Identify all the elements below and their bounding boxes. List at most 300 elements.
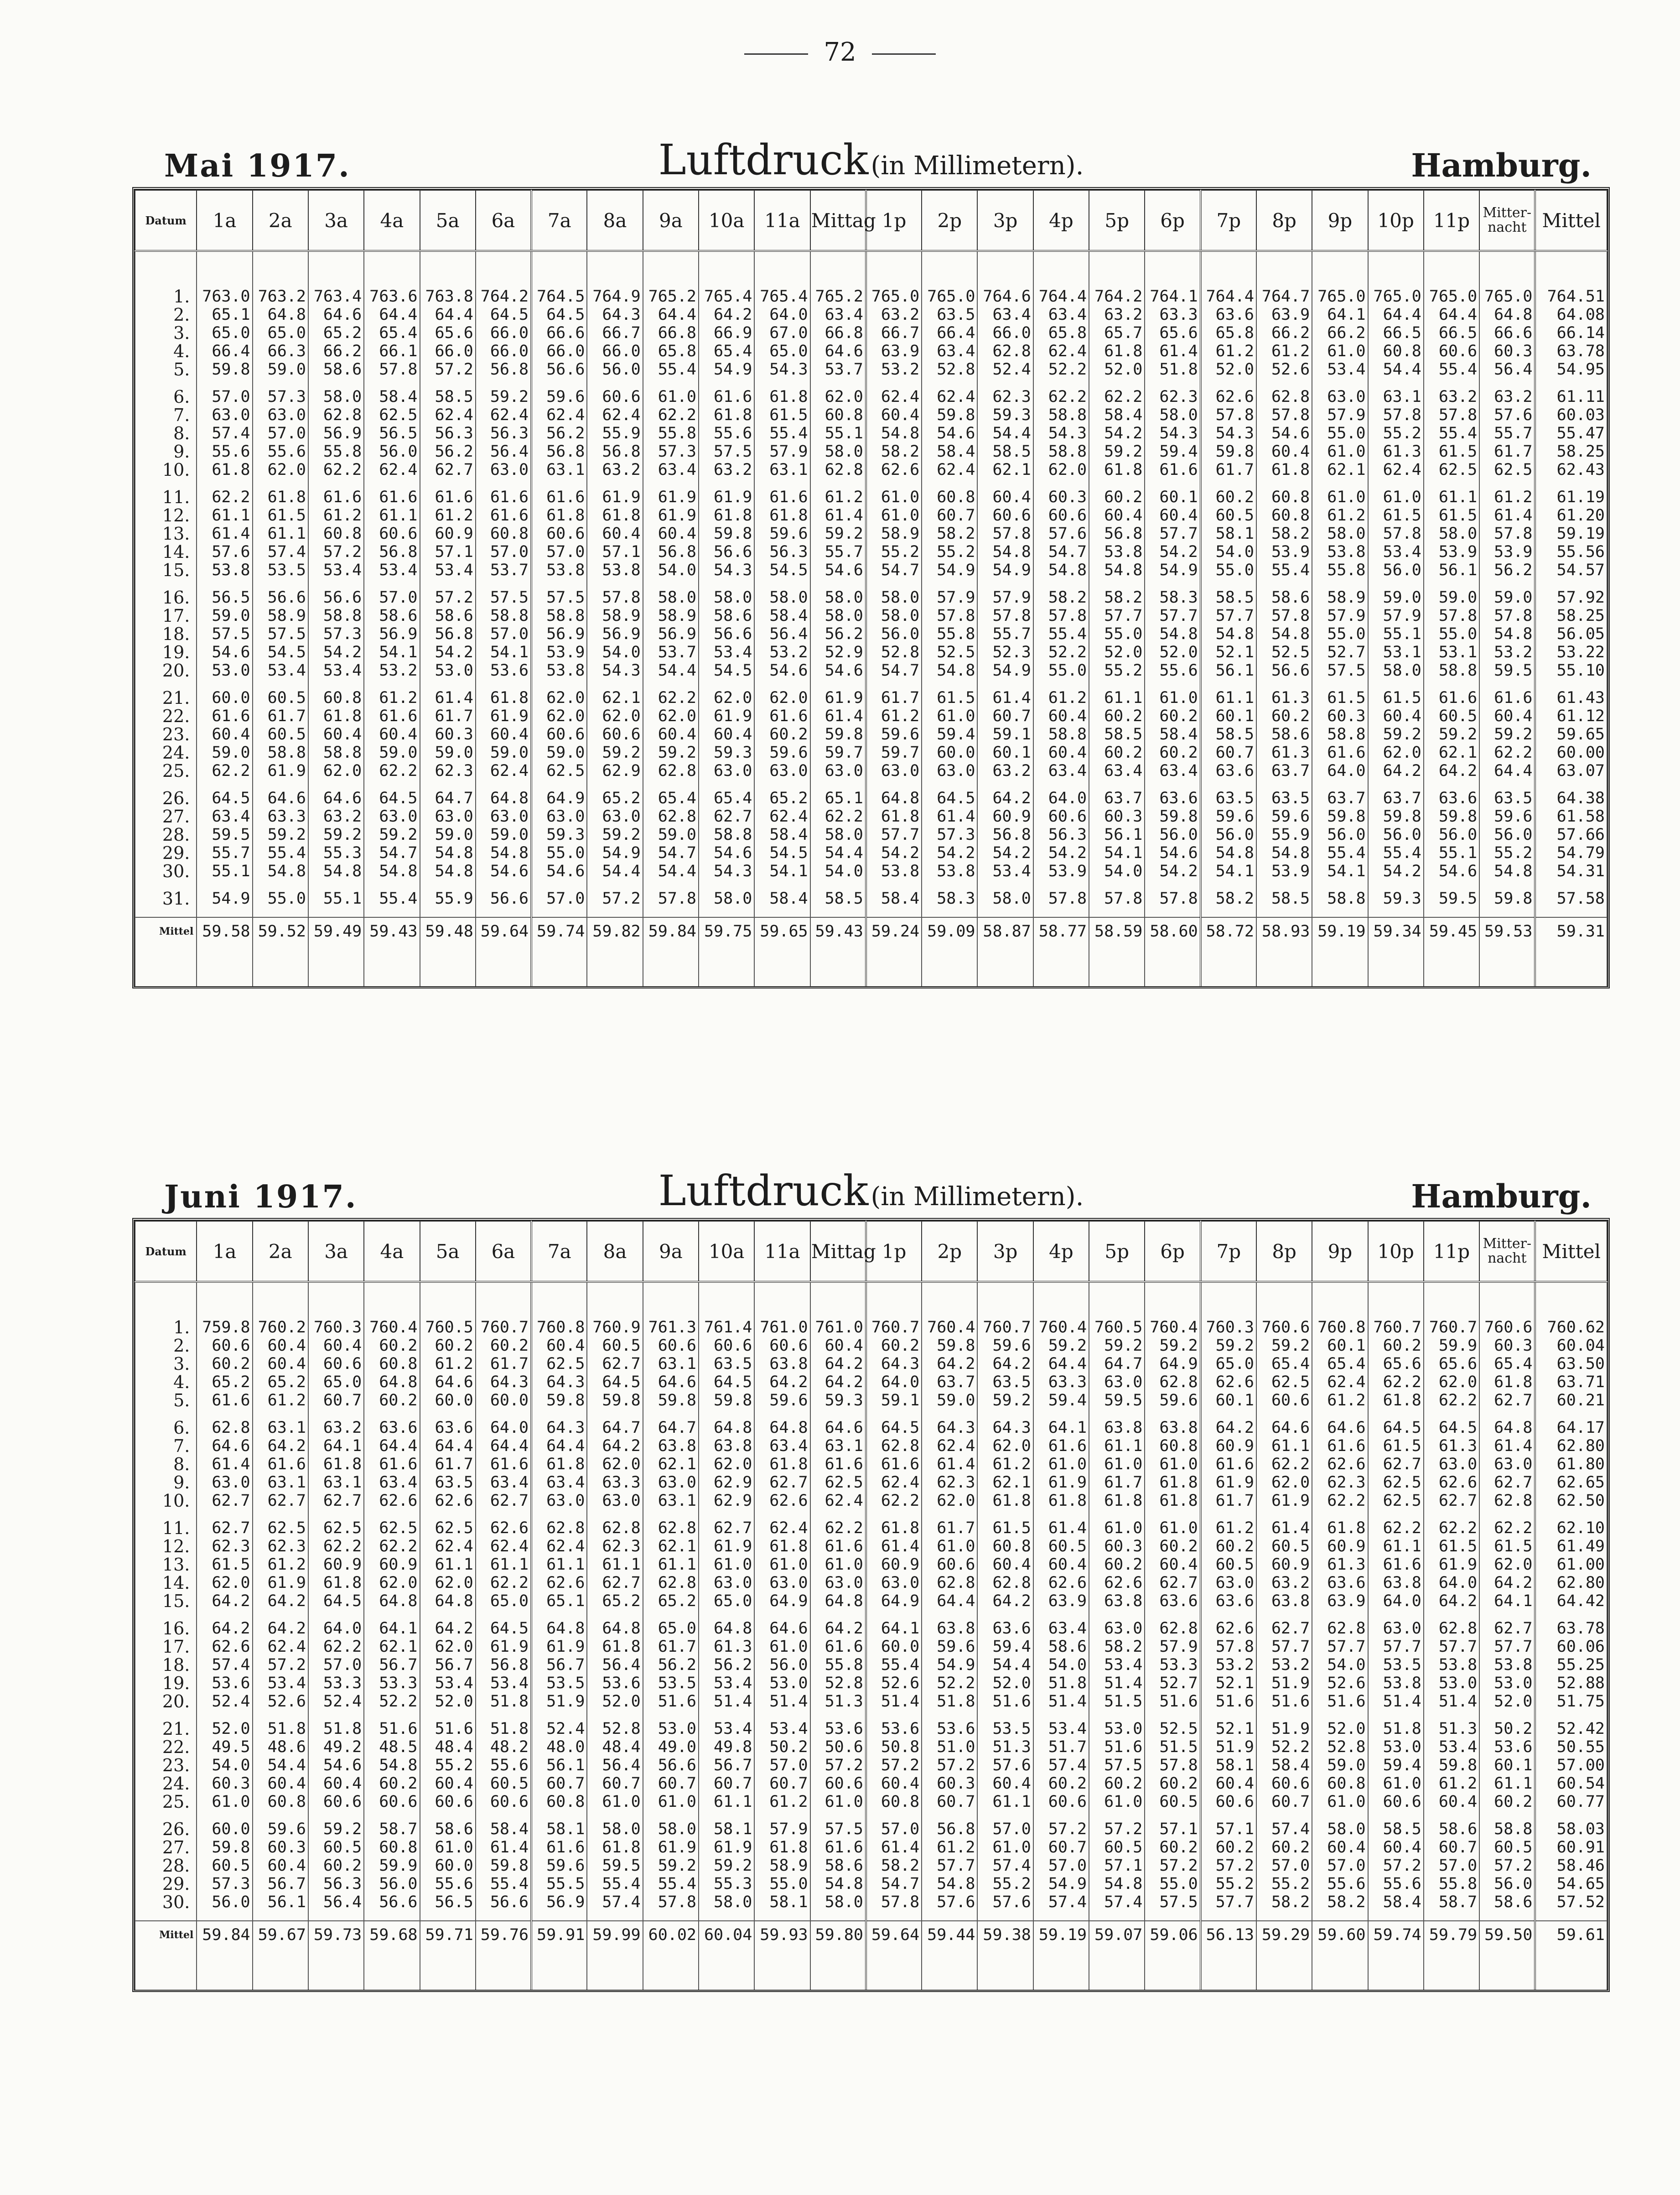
section-title-row [132, 137, 1610, 187]
value-cell: 62.4 [420, 406, 476, 424]
value-cell: 61.2 [1256, 342, 1312, 360]
value-cell: 63.0 [587, 807, 643, 826]
value-cell: 53.1 [1424, 643, 1479, 661]
value-cell: 62.2 [1256, 1455, 1312, 1473]
value-cell: 55.1 [810, 424, 866, 442]
value-cell: 63.4 [1033, 1619, 1089, 1638]
value-cell: 59.4 [1033, 1391, 1089, 1410]
value-cell: 58.8 [699, 826, 754, 844]
spacer-cell [1033, 1410, 1089, 1419]
value-cell: 56.6 [308, 588, 364, 607]
value-cell: 58.2 [1201, 889, 1256, 908]
value-cell: 53.9 [1256, 543, 1312, 561]
spacer-cell [810, 1949, 866, 1990]
value-cell: 61.9 [531, 1638, 587, 1656]
value-cell: 61.8 [308, 1574, 364, 1592]
spacer-cell [754, 1911, 810, 1921]
value-cell: 58.6 [1479, 1893, 1535, 1911]
value-cell: 60.4 [643, 525, 699, 543]
spacer-cell [1145, 780, 1200, 789]
spacer-cell [1089, 945, 1145, 986]
value-cell: 53.4 [1424, 1738, 1479, 1756]
value-cell: 59.7 [866, 744, 922, 762]
value-cell: 62.2 [643, 689, 699, 707]
value-cell: 61.6 [810, 1838, 866, 1857]
value-cell: 760.9 [587, 1318, 643, 1337]
value-cell: 56.0 [587, 360, 643, 379]
value-cell: 59.8 [531, 1391, 587, 1410]
spacer-cell [364, 1949, 420, 1990]
value-cell: 60.2 [1201, 1537, 1256, 1555]
value-cell: 64.1 [1479, 1592, 1535, 1610]
value-cell: 57.3 [197, 1875, 252, 1893]
value-cell: 63.5 [699, 1355, 754, 1373]
value-cell: 53.4 [1312, 360, 1368, 379]
value-cell: 62.8 [1479, 1492, 1535, 1510]
hourly-mean-cell: 60.04 [699, 1921, 754, 1949]
value-cell: 64.6 [810, 1419, 866, 1437]
title-main: Luftdruck [658, 1166, 869, 1215]
value-cell: 65.4 [1256, 1355, 1312, 1373]
value-cell: 55.4 [476, 1875, 531, 1893]
spacer-cell [643, 251, 699, 287]
value-cell: 61.9 [476, 707, 531, 725]
spacer-cell [531, 1911, 587, 1921]
daily-mean-cell: 57.92 [1535, 588, 1607, 607]
value-cell: 58.5 [977, 442, 1033, 461]
value-cell: 59.8 [1424, 1756, 1479, 1774]
value-cell: 63.6 [420, 1419, 476, 1437]
value-cell: 62.7 [308, 1492, 364, 1510]
value-cell: 57.3 [922, 826, 977, 844]
value-cell: 60.2 [1145, 744, 1200, 762]
value-cell: 53.9 [1033, 862, 1089, 880]
value-cell: 63.5 [1479, 789, 1535, 807]
value-cell: 57.0 [977, 1820, 1033, 1838]
value-cell: 64.2 [810, 1355, 866, 1373]
value-cell: 64.2 [1424, 762, 1479, 780]
value-cell: 56.9 [364, 625, 420, 643]
value-cell: 57.6 [197, 543, 252, 561]
table-row [135, 607, 1607, 625]
value-cell: 57.8 [1033, 889, 1089, 908]
spacer-cell [476, 1410, 531, 1419]
value-cell: 64.6 [308, 306, 364, 324]
value-cell: 66.8 [810, 324, 866, 342]
value-cell: 53.8 [866, 862, 922, 880]
table-row [135, 1592, 1607, 1610]
value-cell: 60.8 [866, 1793, 922, 1811]
spacer-cell [197, 945, 252, 986]
value-cell: 55.6 [1368, 1875, 1424, 1893]
value-cell: 52.6 [1256, 360, 1312, 379]
value-cell: 63.1 [308, 1473, 364, 1492]
value-cell: 55.4 [754, 424, 810, 442]
hourly-mean-cell: 59.50 [1479, 1921, 1535, 1949]
value-cell: 57.3 [643, 442, 699, 461]
value-cell: 51.3 [810, 1692, 866, 1711]
spacer-cell [1312, 1811, 1368, 1820]
value-cell: 54.8 [420, 844, 476, 862]
value-cell: 59.0 [1368, 588, 1424, 607]
day-cell: 12. [135, 506, 197, 525]
value-cell: 765.0 [1368, 287, 1424, 306]
table-title [132, 1166, 1610, 1215]
value-cell: 60.4 [253, 1857, 308, 1875]
header-hour-10p: 10p [1368, 190, 1424, 251]
spacer-cell [253, 579, 308, 588]
value-cell: 54.1 [364, 643, 420, 661]
value-cell: 62.4 [587, 406, 643, 424]
value-cell: 62.0 [364, 1574, 420, 1592]
value-cell: 63.7 [922, 1373, 977, 1391]
hourly-mean-cell: 59.34 [1368, 917, 1424, 945]
value-cell: 764.2 [1089, 287, 1145, 306]
daily-mean-cell: 54.95 [1535, 360, 1607, 379]
spacer-cell [922, 880, 977, 889]
table-row [135, 661, 1607, 680]
spacer-cell [364, 1711, 420, 1720]
value-cell: 60.7 [1201, 744, 1256, 762]
value-cell: 760.7 [977, 1318, 1033, 1337]
value-cell: 60.3 [420, 725, 476, 744]
value-cell: 59.6 [253, 1820, 308, 1838]
value-cell: 66.6 [1479, 324, 1535, 342]
spacer-cell [1368, 479, 1424, 488]
value-cell: 58.4 [364, 388, 420, 406]
value-cell: 62.5 [1424, 461, 1479, 479]
spacer-cell [364, 945, 420, 986]
spacer-cell [308, 1949, 364, 1990]
value-cell: 65.4 [1312, 1355, 1368, 1373]
day-cell: 17. [135, 1638, 197, 1656]
value-cell: 56.6 [531, 360, 587, 379]
value-cell: 760.8 [531, 1318, 587, 1337]
value-cell: 54.2 [922, 844, 977, 862]
hourly-mean-cell: 58.59 [1089, 917, 1145, 945]
spacer-cell [1256, 945, 1312, 986]
value-cell: 61.6 [699, 388, 754, 406]
hourly-mean-cell: 58.60 [1145, 917, 1200, 945]
spacer-cell [476, 579, 531, 588]
value-cell: 60.1 [977, 744, 1033, 762]
spacer-cell [531, 479, 587, 488]
value-cell: 53.1 [1368, 643, 1424, 661]
value-cell: 764.4 [1033, 287, 1089, 306]
hourly-mean-cell: 59.71 [420, 1921, 476, 1949]
value-cell: 64.4 [476, 1437, 531, 1455]
value-cell: 63.6 [1145, 789, 1200, 807]
value-cell: 59.2 [1033, 1337, 1089, 1355]
value-cell: 58.9 [253, 607, 308, 625]
spacer-cell [476, 680, 531, 689]
value-cell: 62.2 [1368, 1519, 1424, 1537]
value-cell: 60.4 [476, 725, 531, 744]
value-cell: 53.0 [643, 1720, 699, 1738]
spacer-cell [587, 579, 643, 588]
group-gap [135, 479, 1607, 488]
value-cell: 57.1 [1089, 1857, 1145, 1875]
value-cell: 64.4 [364, 1437, 420, 1455]
value-cell: 760.6 [1256, 1318, 1312, 1337]
daily-mean-cell: 56.05 [1535, 625, 1607, 643]
daily-mean-cell: 60.00 [1535, 744, 1607, 762]
value-cell: 60.4 [1145, 506, 1200, 525]
table-row [135, 1692, 1607, 1711]
value-cell: 54.8 [1256, 625, 1312, 643]
value-cell: 54.4 [810, 844, 866, 862]
value-cell: 61.8 [253, 488, 308, 506]
day-cell: 29. [135, 844, 197, 862]
daily-mean-cell: 62.50 [1535, 1492, 1607, 1510]
value-cell: 59.2 [1089, 442, 1145, 461]
value-cell: 58.5 [420, 388, 476, 406]
value-cell: 51.3 [977, 1738, 1033, 1756]
value-cell: 54.9 [197, 889, 252, 908]
value-cell: 764.1 [1145, 287, 1200, 306]
spacer-cell [1145, 680, 1200, 689]
value-cell: 60.7 [699, 1774, 754, 1793]
value-cell: 56.5 [420, 1893, 476, 1911]
value-cell: 56.7 [531, 1656, 587, 1674]
spacer-cell [810, 945, 866, 986]
value-cell: 60.5 [1424, 707, 1479, 725]
spacer-cell [587, 780, 643, 789]
value-cell: 61.2 [810, 488, 866, 506]
value-cell: 57.9 [1312, 406, 1368, 424]
value-cell: 58.8 [253, 744, 308, 762]
daily-mean-cell: 51.75 [1535, 1692, 1607, 1711]
value-cell: 58.3 [922, 889, 977, 908]
value-cell: 57.3 [253, 388, 308, 406]
value-cell: 53.8 [531, 561, 587, 579]
table-row [135, 1492, 1607, 1510]
value-cell: 64.3 [922, 1419, 977, 1437]
value-cell: 56.8 [364, 543, 420, 561]
value-cell: 53.6 [1479, 1738, 1535, 1756]
spacer-cell [420, 251, 476, 287]
value-cell: 64.5 [1368, 1419, 1424, 1437]
value-cell: 57.2 [1479, 1857, 1535, 1875]
value-cell: 64.5 [308, 1592, 364, 1610]
table-row [135, 1519, 1607, 1537]
day-cell: 24. [135, 744, 197, 762]
value-cell: 61.8 [1368, 1391, 1424, 1410]
value-cell: 63.5 [420, 1473, 476, 1492]
value-cell: 61.1 [364, 506, 420, 525]
spacer-cell [308, 1911, 364, 1921]
spacer-cell [364, 880, 420, 889]
table-row [135, 543, 1607, 561]
value-cell: 58.0 [977, 889, 1033, 908]
spacer-cell [1535, 479, 1607, 488]
spacer-cell [587, 1510, 643, 1519]
spacer-cell [643, 1911, 699, 1921]
day-cell: 28. [135, 826, 197, 844]
value-cell: 54.1 [754, 862, 810, 880]
value-cell: 56.8 [1089, 525, 1145, 543]
spacer-cell [977, 1282, 1033, 1318]
value-cell: 57.3 [308, 625, 364, 643]
value-cell: 62.7 [420, 461, 476, 479]
value-cell: 54.5 [754, 844, 810, 862]
spacer-cell [977, 479, 1033, 488]
header-hour-5p: 5p [1089, 190, 1145, 251]
spacer-cell [587, 479, 643, 488]
value-cell: 64.9 [1145, 1355, 1200, 1373]
spacer-cell [810, 479, 866, 488]
value-cell: 65.2 [253, 1373, 308, 1391]
value-cell: 55.4 [866, 1656, 922, 1674]
spacer-cell [1089, 908, 1145, 917]
spacer-cell [922, 1811, 977, 1820]
spacer-cell [643, 908, 699, 917]
value-cell: 53.2 [1479, 643, 1535, 661]
value-cell: 63.0 [587, 1492, 643, 1510]
value-cell: 62.5 [364, 406, 420, 424]
value-cell: 763.6 [364, 287, 420, 306]
value-cell: 62.7 [1479, 1619, 1535, 1638]
value-cell: 54.8 [922, 661, 977, 680]
value-cell: 63.1 [253, 1473, 308, 1492]
value-cell: 59.8 [699, 525, 754, 543]
value-cell: 62.2 [1368, 1373, 1424, 1391]
value-cell: 61.6 [1201, 1455, 1256, 1473]
value-cell: 49.0 [643, 1738, 699, 1756]
value-cell: 57.7 [1256, 1638, 1312, 1656]
value-cell: 54.8 [1089, 561, 1145, 579]
value-cell: 57.5 [197, 625, 252, 643]
value-cell: 765.0 [922, 287, 977, 306]
value-cell: 56.0 [754, 1656, 810, 1674]
value-cell: 63.2 [1424, 388, 1479, 406]
value-cell: 61.1 [587, 1555, 643, 1574]
value-cell: 57.8 [1368, 525, 1424, 543]
value-cell: 61.2 [866, 707, 922, 725]
value-cell: 52.1 [1201, 1674, 1256, 1692]
table-row [135, 1838, 1607, 1857]
value-cell: 53.0 [197, 661, 252, 680]
value-cell: 58.5 [1368, 1820, 1424, 1838]
table-row [135, 789, 1607, 807]
value-cell: 54.3 [587, 661, 643, 680]
value-cell: 57.8 [1201, 406, 1256, 424]
value-cell: 58.8 [1312, 889, 1368, 908]
spacer-cell [308, 1510, 364, 1519]
value-cell: 62.4 [1368, 461, 1424, 479]
value-cell: 55.3 [699, 1875, 754, 1893]
value-cell: 62.3 [977, 388, 1033, 406]
hourly-mean-cell: 59.84 [197, 1921, 252, 1949]
value-cell: 64.2 [197, 1619, 252, 1638]
value-cell: 61.8 [1145, 1492, 1200, 1510]
value-cell: 60.5 [253, 689, 308, 707]
value-cell: 64.6 [810, 342, 866, 360]
spacer-cell [197, 579, 252, 588]
value-cell: 57.4 [1089, 1893, 1145, 1911]
spacer-cell [922, 251, 977, 287]
hourly-mean-cell: 59.99 [587, 1921, 643, 1949]
value-cell: 62.6 [1201, 1619, 1256, 1638]
value-cell: 61.4 [1145, 342, 1200, 360]
value-cell: 52.0 [1201, 360, 1256, 379]
daily-mean-cell: 60.04 [1535, 1337, 1607, 1355]
value-cell: 60.4 [1033, 1555, 1089, 1574]
value-cell: 64.9 [531, 789, 587, 807]
daily-mean-cell: 63.50 [1535, 1355, 1607, 1373]
value-cell: 61.6 [476, 506, 531, 525]
value-cell: 60.6 [1368, 1793, 1424, 1811]
group-gap [135, 1610, 1607, 1619]
value-cell: 58.6 [1256, 725, 1312, 744]
value-cell: 66.0 [531, 342, 587, 360]
hourly-mean-cell: 59.24 [866, 917, 922, 945]
daily-mean-cell: 50.55 [1535, 1738, 1607, 1756]
daily-mean-cell: 59.19 [1535, 525, 1607, 543]
value-cell: 54.8 [420, 862, 476, 880]
value-cell: 60.0 [420, 1857, 476, 1875]
value-cell: 53.6 [476, 661, 531, 680]
value-cell: 55.6 [476, 1756, 531, 1774]
value-cell: 61.6 [531, 488, 587, 506]
value-cell: 63.4 [197, 807, 252, 826]
value-cell: 63.4 [922, 342, 977, 360]
value-cell: 52.6 [1312, 1674, 1368, 1692]
value-cell: 62.8 [922, 1574, 977, 1592]
value-cell: 64.0 [1424, 1574, 1479, 1592]
value-cell: 61.8 [1256, 461, 1312, 479]
value-cell: 62.9 [587, 762, 643, 780]
day-cell: 16. [135, 588, 197, 607]
value-cell: 61.0 [1312, 1793, 1368, 1811]
value-cell: 760.4 [922, 1318, 977, 1337]
value-cell: 60.9 [1312, 1537, 1368, 1555]
value-cell: 60.0 [476, 1391, 531, 1410]
value-cell: 761.0 [810, 1318, 866, 1337]
value-cell: 60.2 [364, 1774, 420, 1793]
value-cell: 52.4 [531, 1720, 587, 1738]
value-cell: 57.4 [1033, 1893, 1089, 1911]
value-cell: 51.3 [1424, 1720, 1479, 1738]
value-cell: 58.8 [476, 607, 531, 625]
value-cell: 62.8 [587, 1519, 643, 1537]
spacer-cell [587, 1811, 643, 1820]
spacer-cell [866, 908, 922, 917]
value-cell: 63.0 [1089, 1619, 1145, 1638]
value-cell: 59.2 [587, 744, 643, 762]
header-hour-9p: 9p [1312, 1221, 1368, 1282]
value-cell: 58.0 [587, 1820, 643, 1838]
value-cell: 64.3 [476, 1373, 531, 1391]
value-cell: 61.6 [1312, 744, 1368, 762]
value-cell: 62.0 [643, 707, 699, 725]
value-cell: 61.8 [1089, 1492, 1145, 1510]
value-cell: 59.0 [922, 1391, 977, 1410]
value-cell: 60.2 [1201, 488, 1256, 506]
spacer-cell [1033, 1510, 1089, 1519]
spacer-cell [1201, 1282, 1256, 1318]
value-cell: 61.6 [364, 1455, 420, 1473]
value-cell: 61.2 [420, 506, 476, 525]
value-cell: 60.7 [1424, 1838, 1479, 1857]
value-cell: 56.6 [643, 1756, 699, 1774]
value-cell: 52.5 [1145, 1720, 1200, 1738]
spacer-cell [699, 1911, 754, 1921]
value-cell: 53.4 [308, 661, 364, 680]
value-cell: 56.0 [1368, 826, 1424, 844]
value-cell: 56.8 [420, 625, 476, 643]
value-cell: 61.7 [420, 1455, 476, 1473]
